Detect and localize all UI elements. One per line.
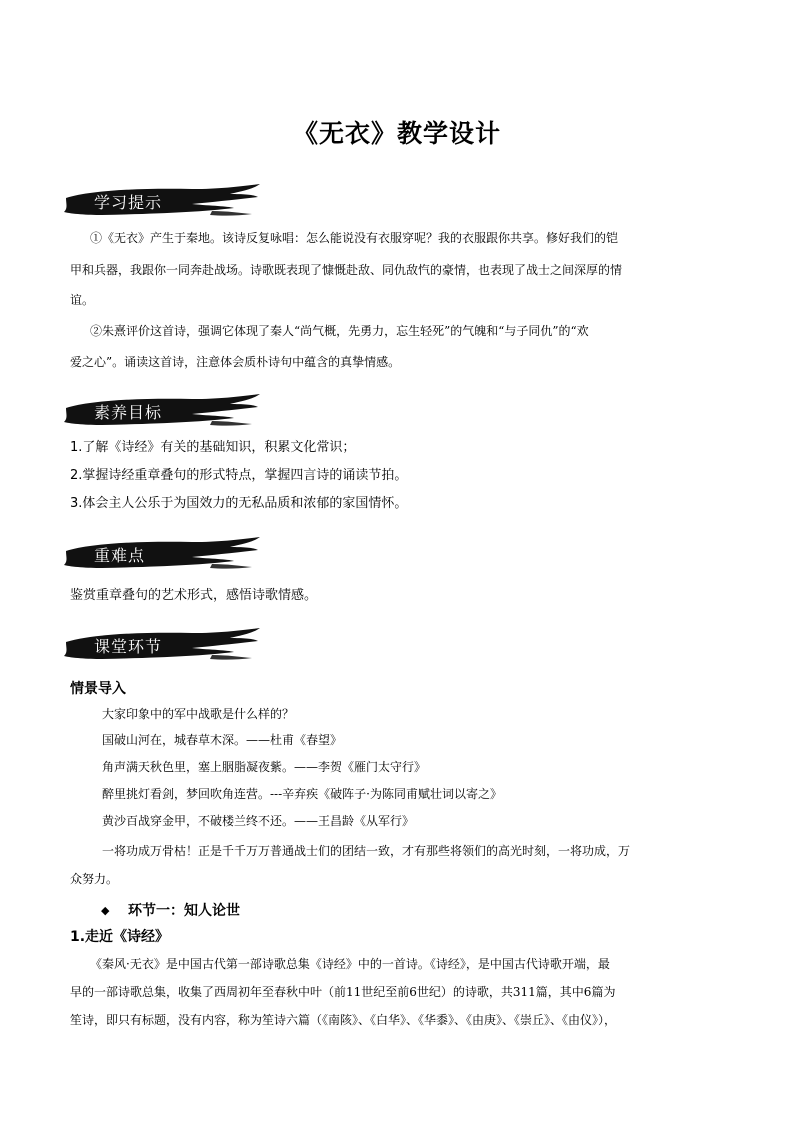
intro-line-3: 角声满天秋色里，塞上胭脂凝夜紫。——李贺《雁门太守行》 [102,760,427,774]
section-heading-goals: 素养目标 [94,403,163,422]
shijing-line1: 《秦风·无衣》是中国古代第一部诗歌总集《诗经》中的一首诗。《诗经》，是中国古代诗歌开端，最 [90,957,610,971]
sub1-title: 1.走近《诗经》 [70,929,170,945]
section-heading-class: 课堂环节 [94,637,163,656]
intro-para-line2: 众努力。 [70,872,119,886]
stage1-title: 环节一：知人论世 [128,903,240,919]
section-banner-goals [62,394,262,428]
tips-para2-line1: ②朱熹评价这首诗，强调它体现了秦人“尚气概，先勇力，忘生轻死”的气魄和“与子同仇”的“欢 [90,324,589,338]
intro-line-4: 醉里挑灯看剑，梦回吹角连营。---辛弃疾《破阵子·为陈同甫赋壮词以寄之》 [102,787,502,801]
tips-para1-line2: 甲和兵器，我跟你一同奔赴战场。诗歌既表现了慷慨赴敌、同仇敌忾的豪情，也表现了战士之间深厚的情 [70,263,623,277]
intro-line-1: 大家印象中的军中战歌是什么样的？ [102,707,295,721]
tips-para2-line2: 爱之心”。诵读这首诗，注意体会质朴诗句中蕴含的真挚情感。 [70,355,401,369]
shijing-line2: 早的一部诗歌总集，收集了西周初年至春秋中叶（前11世纪至前6世纪）的诗歌，共311篇，其中6篇为 [70,985,616,999]
goal-item-1: 1.了解《诗经》有关的基础知识，积累文化常识； [70,440,356,455]
ink-brush-banner [62,537,262,571]
goal-item-2: 2.掌握诗经重章叠句的形式特点，掌握四言诗的诵读节拍。 [70,468,408,483]
intro-line-5: 黄沙百战穿金甲，不破楼兰终不还。——王昌龄《从军行》 [102,814,415,828]
shijing-line3: 笙诗，即只有标题，没有内容，称为笙诗六篇（《南陔》、《白华》、《华黍》、《由庚》、《崇丘》、《由仪》）， [70,1013,617,1027]
section-banner-class [62,628,262,662]
page-title: 《无衣》教学设计 [292,119,501,148]
section-banner-tips [62,184,262,218]
section-banner-keypoints [62,537,262,571]
section-heading-tips: 学习提示 [94,193,163,212]
goal-item-3: 3.体会主人公乐于为国效力的无私品质和浓郁的家国情怀。 [70,496,408,511]
section-heading-keypoints: 重难点 [94,546,146,565]
tips-para1-line1: ①《无衣》产生于秦地。该诗反复咏唱：怎么能说没有衣服穿呢？我的衣服跟你共享。修好我们的铠 [90,231,619,245]
diamond-bullet-icon: ◆ [101,904,110,917]
tips-para1-line3: 谊。 [70,293,95,307]
intro-para-line1: 一将功成万骨枯！正是千千万万普通战士们的团结一致，才有那些将领们的高光时刻，一将功成，万 [102,844,631,858]
keypoints-text: 鉴赏重章叠句的艺术形式，感悟诗歌情感。 [70,588,318,603]
intro-line-2: 国破山河在，城春草木深。——杜甫《春望》 [102,733,343,747]
intro-title: 情景导入 [70,681,126,697]
